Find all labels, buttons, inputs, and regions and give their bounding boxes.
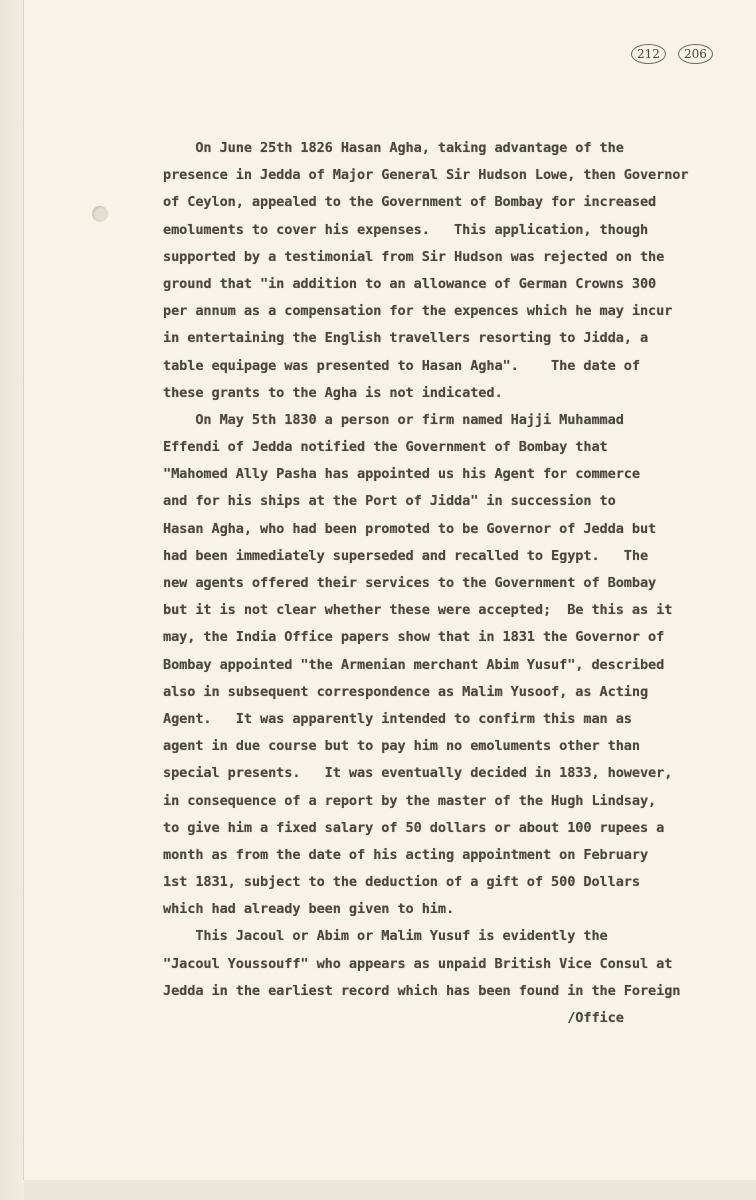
text-line: This Jacoul or Abim or Malim Yusuf is evidently the xyxy=(163,928,608,945)
text-line: 1st 1831, subject to the deduction of a gift of 500 Dollars xyxy=(163,874,640,891)
text-line: also in subsequent correspondence as Malim Yusoof, as Acting xyxy=(163,683,649,700)
text-line: special presents. It was eventually decided in 1833, however, xyxy=(163,765,673,782)
text-line: Bombay appointed "the Armenian merchant Abim Yusuf", described xyxy=(163,656,665,673)
text-line: presence in Jedda of Major General Sir Hudson Lowe, then Governor xyxy=(163,167,689,184)
text-line: but it is not clear whether these were accepted; Be this as it xyxy=(163,602,673,619)
punch-hole xyxy=(92,206,108,222)
text-line: "Jacoul Youssouff" who appears as unpaid British Vice Consul at xyxy=(163,955,673,972)
text-line: in entertaining the English travellers resorting to Jidda, a xyxy=(163,330,649,347)
text-line: which had already been given to him. xyxy=(163,901,455,918)
text-line: to give him a fixed salary of 50 dollars or about 100 rupees a xyxy=(163,819,665,836)
text-line: On June 25th 1826 Hasan Agha, taking advantage of the xyxy=(163,140,624,156)
text-line: "Mahomed Ally Pasha has appointed us his Agent for commerce xyxy=(163,466,640,483)
text-line: month as from the date of his acting appointment on February xyxy=(163,846,649,863)
text-line: Hasan Agha, who had been promoted to be Governor of Jedda but xyxy=(163,520,657,537)
text-line: Jedda in the earliest record which has been found in the Foreign xyxy=(163,982,681,999)
text-line: agent in due course but to pay him no emoluments other than xyxy=(163,738,640,755)
text-line: may, the India Office papers show that in 1831 the Governor of xyxy=(163,629,665,646)
text-line: On May 5th 1830 a person or firm named Hajji Muhammad xyxy=(163,411,624,428)
page-bottom-edge xyxy=(24,1180,756,1200)
text-line: ground that "in addition to an allowance of German Crowns 300 xyxy=(163,275,657,292)
text-line: in consequence of a report by the master of the Hugh Lindsay, xyxy=(163,792,657,809)
text-line: supported by a testimonial from Sir Hudson was rejected on the xyxy=(163,248,665,265)
text-line: new agents offered their services to the Government of Bombay xyxy=(163,575,657,591)
text-line: had been immediately superseded and recalled to Egypt. The xyxy=(163,547,649,564)
text-line: and for his ships at the Port of Jidda" in succession to xyxy=(163,493,616,510)
text-line: these grants to the Agha is not indicated. xyxy=(163,384,503,401)
text-line: of Ceylon, appealed to the Government of Bombay for increased xyxy=(163,194,657,211)
text-line: table equipage was presented to Hasan Agha". The date of xyxy=(163,357,640,374)
text-line: emoluments to cover his expenses. This application, though xyxy=(163,221,649,238)
document-body-text xyxy=(163,135,723,1032)
text-line: Effendi of Jedda notified the Government of Bombay that xyxy=(163,439,608,456)
text-line: per annum as a compensation for the expences which he may incur xyxy=(163,303,673,320)
folio-number-secondary: 206 xyxy=(678,44,713,64)
folio-number-primary: 212 xyxy=(631,44,666,64)
text-line: /Office xyxy=(163,1010,624,1026)
text-line: Agent. It was apparently intended to confirm this man as xyxy=(163,710,632,727)
